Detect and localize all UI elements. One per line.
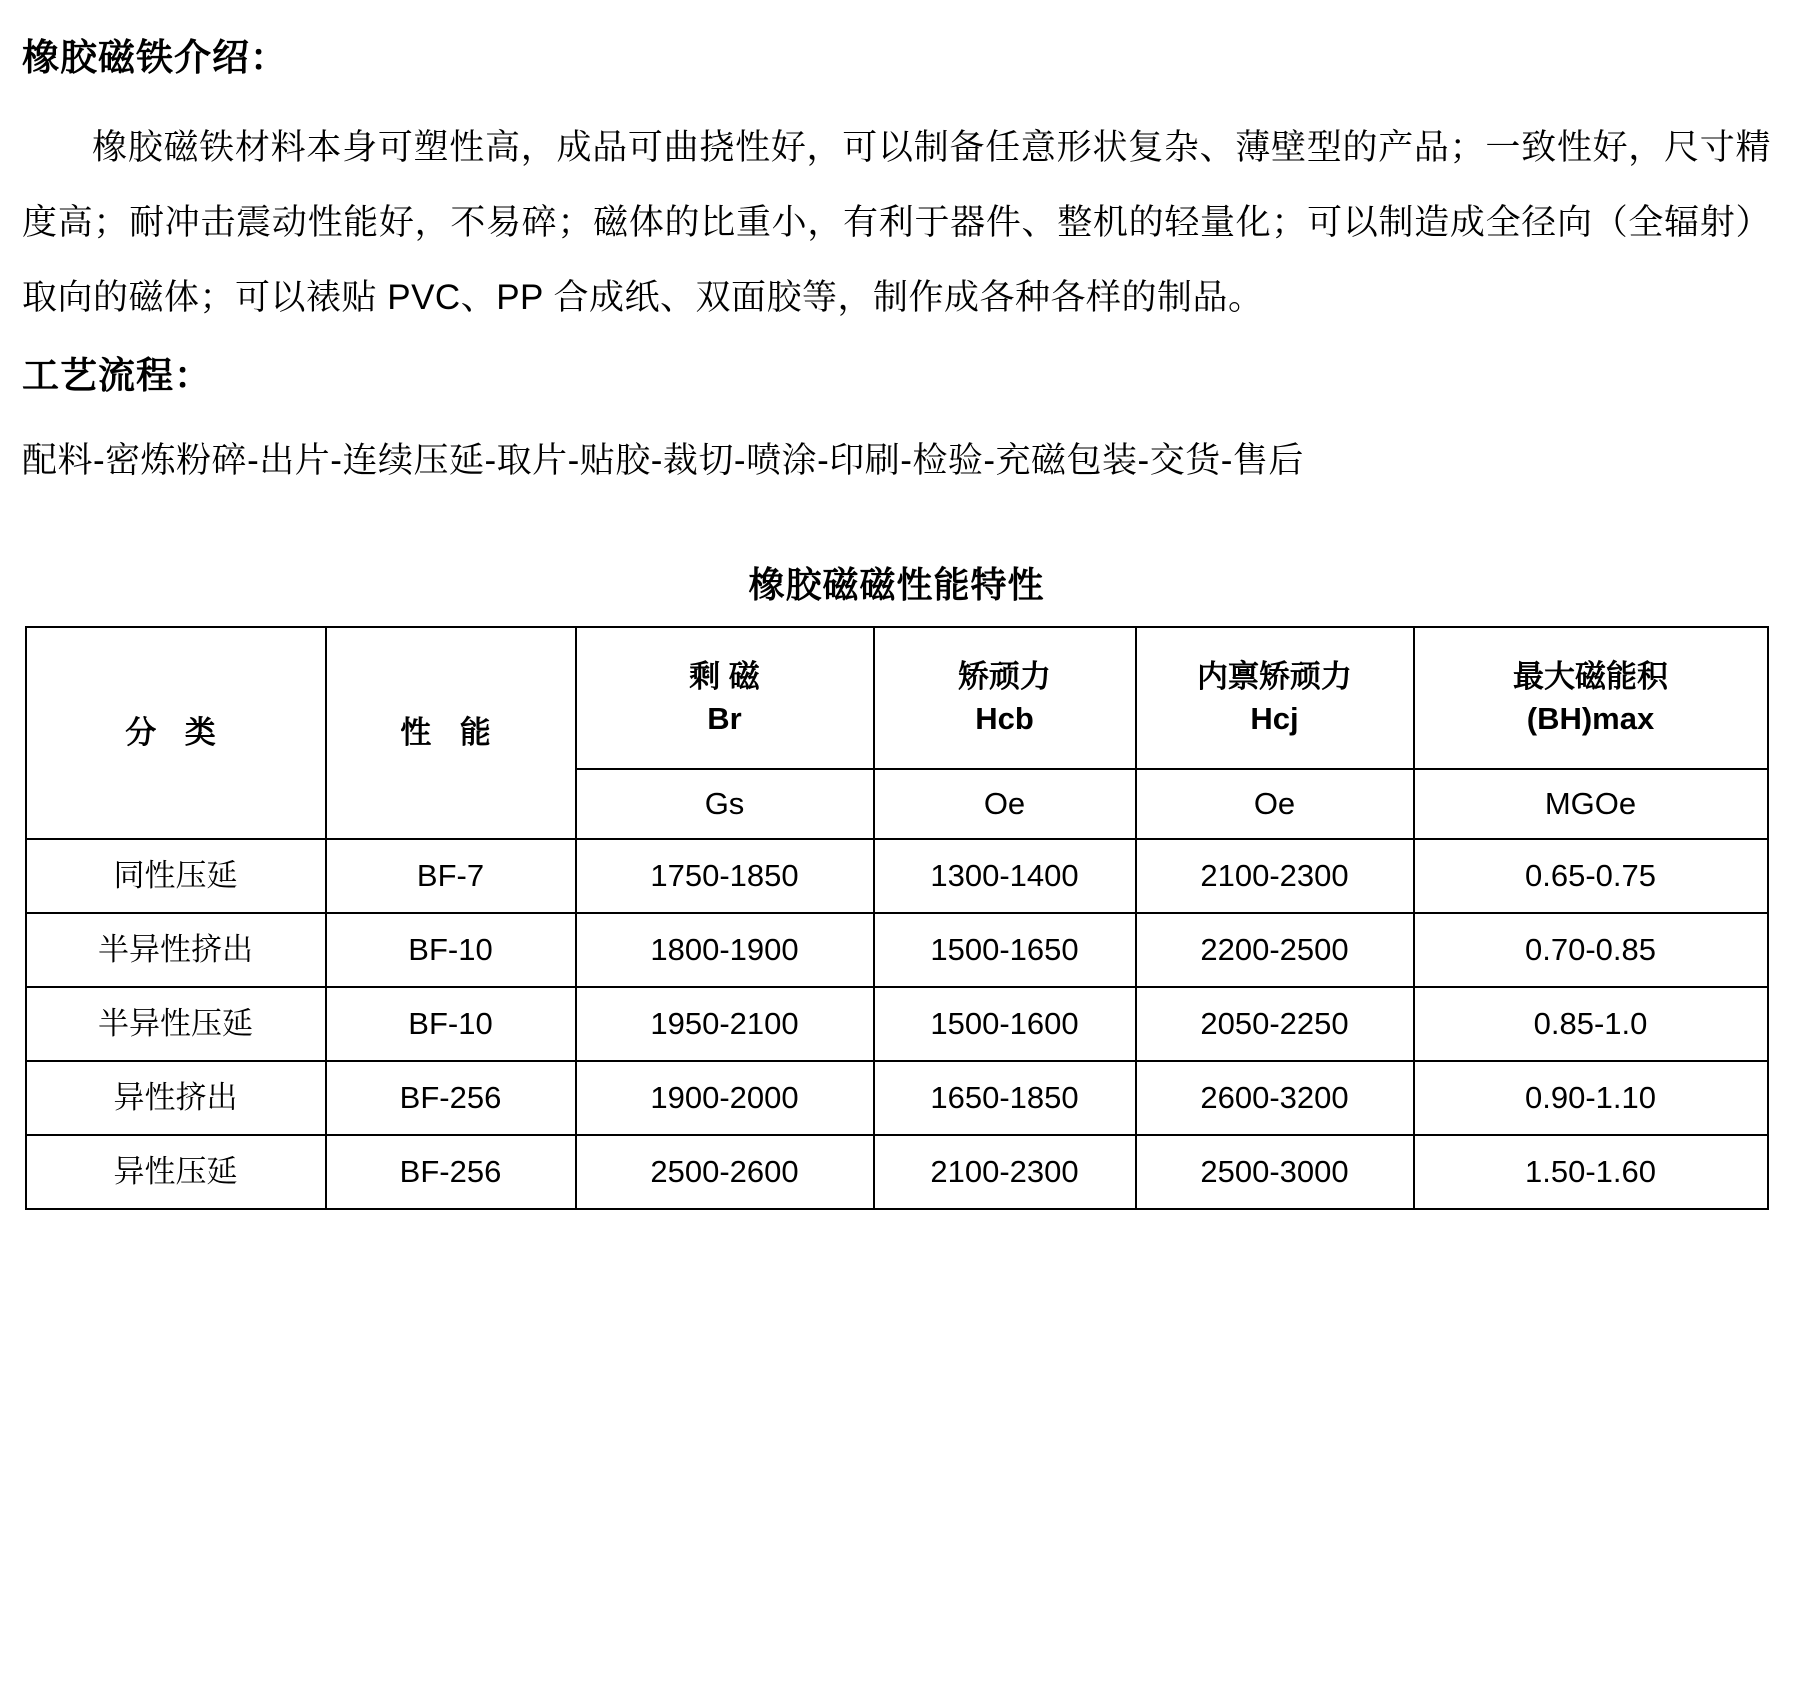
header-hcb-label: 矫顽力 [958, 658, 1051, 694]
cell-grade: BF-7 [326, 839, 576, 913]
cell-bhmax: 0.70-0.85 [1414, 913, 1768, 987]
header-hcb [874, 627, 1136, 769]
cell-grade: BF-256 [326, 1061, 576, 1135]
cell-category: 同性压延 [26, 839, 326, 913]
cell-br: 2500-2600 [576, 1135, 874, 1209]
header-br [576, 627, 874, 769]
cell-hcb: 1500-1650 [874, 913, 1136, 987]
cell-hcb: 2100-2300 [874, 1135, 1136, 1209]
cell-bhmax: 0.65-0.75 [1414, 839, 1768, 913]
header-hcj [1136, 627, 1414, 769]
table-row [26, 1061, 1768, 1135]
cell-br: 1900-2000 [576, 1061, 874, 1135]
cell-hcb: 1650-1850 [874, 1061, 1136, 1135]
cell-grade: BF-256 [326, 1135, 576, 1209]
header-hcj-label: 内禀矫顽力 [1197, 658, 1352, 694]
unit-bhmax: MGOe [1414, 769, 1768, 839]
header-hcb-symbol: Hcb [975, 700, 1034, 736]
cell-bhmax: 1.50-1.60 [1414, 1135, 1768, 1209]
cell-grade: BF-10 [326, 913, 576, 987]
magnetic-properties-table [25, 626, 1769, 1210]
header-hcj-symbol: Hcj [1250, 700, 1299, 736]
unit-br: Gs [576, 769, 874, 839]
cell-hcj: 2050-2250 [1136, 987, 1414, 1061]
table-header-row [26, 627, 1768, 769]
table-row [26, 913, 1768, 987]
cell-bhmax: 0.85-1.0 [1414, 987, 1768, 1061]
table-row [26, 1135, 1768, 1209]
header-grade: 性 能 [326, 627, 576, 839]
cell-hcb: 1500-1600 [874, 987, 1136, 1061]
unit-hcb: Oe [874, 769, 1136, 839]
process-flow-text: 配料-密炼粉碎-出片-连续压延-取片-贴胶-裁切-喷涂-印刷-检验-充磁包装-交货-售后 [22, 441, 1304, 481]
header-bhmax-label: 最大磁能积 [1513, 658, 1668, 694]
cell-hcj: 2600-3200 [1136, 1061, 1414, 1135]
cell-category: 异性挤出 [26, 1061, 326, 1135]
cell-hcj: 2200-2500 [1136, 913, 1414, 987]
intro-paragraph: 橡胶磁铁材料本身可塑性高，成品可曲挠性好，可以制备任意形状复杂、薄壁型的产品；一致性好，尺寸精度高；耐冲击震动性能好，不易碎；磁体的比重小，有利于器件、整机的轻量化；可以制造成全径向（全辐射）取向的磁体；可以裱贴 PVC、PP 合成纸、双面胶等，制作成各种各样的制品。 [22, 127, 1771, 318]
cell-category: 半异性挤出 [26, 913, 326, 987]
cell-br: 1800-1900 [576, 913, 874, 987]
header-bhmax [1414, 627, 1768, 769]
unit-hcj: Oe [1136, 769, 1414, 839]
cell-bhmax: 0.90-1.10 [1414, 1061, 1768, 1135]
header-br-symbol: Br [707, 700, 742, 736]
intro-heading: 橡胶磁铁介绍： [22, 37, 288, 78]
cell-category: 异性压延 [26, 1135, 326, 1209]
table-row [26, 839, 1768, 913]
table-title: 橡胶磁磁性能特性 [748, 563, 1045, 605]
cell-category: 半异性压延 [26, 987, 326, 1061]
cell-br: 1950-2100 [576, 987, 874, 1061]
process-heading: 工艺流程： [22, 354, 212, 396]
table-row [26, 987, 1768, 1061]
header-br-label: 剩 磁 [689, 658, 760, 694]
cell-hcj: 2100-2300 [1136, 839, 1414, 913]
header-bhmax-symbol: (BH)max [1526, 700, 1655, 736]
cell-grade: BF-10 [326, 987, 576, 1061]
cell-hcj: 2500-3000 [1136, 1135, 1414, 1209]
header-category: 分 类 [26, 627, 326, 839]
cell-hcb: 1300-1400 [874, 839, 1136, 913]
cell-br: 1750-1850 [576, 839, 874, 913]
